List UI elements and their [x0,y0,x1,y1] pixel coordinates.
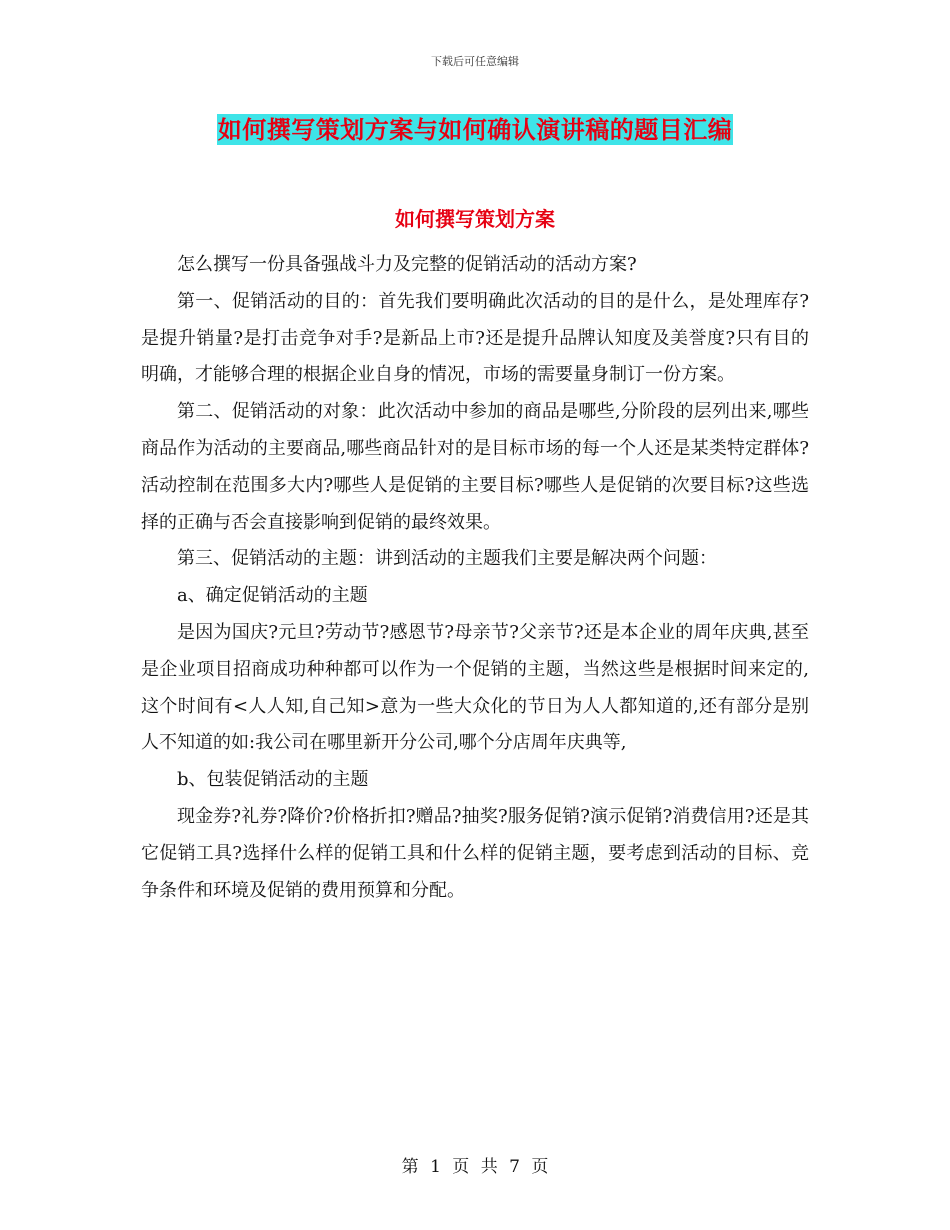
body-text [141,247,809,909]
paragraph-theme-a-detail: 是因为国庆?元旦?劳动节?感恩节?母亲节?父亲节?还是本企业的周年庆典,甚至是企业项目招商成功种种都可以作为一个促销的主题，当然这些是根据时间来定的,这个时间有<人人知,自己知>意为一些大众化的节日为人人都知道的,还有部分是别人不知道的如:我公司在哪里新开分公司,哪个分店周年庆典等, [141,621,809,754]
page-header-note: 下载后可任意编辑 [431,55,519,68]
paragraph-theme: 第三、促销活动的主题：讲到活动的主题我们主要是解决两个问题： [177,548,717,570]
document-title-text: 如何撰写策划方案与如何确认演讲稿的题目汇编 [217,115,733,144]
section-title: 如何撰写策划方案 [395,207,555,231]
paragraph-theme-a: a、确定促销活动的主题 [177,585,368,607]
paragraph-purpose: 第一、促销活动的目的：首先我们要明确此次活动的目的是什么，是处理库存?是提升销量?是打击竞争对手?是新品上市?还是提升品牌认知度及美誉度?只有目的明确，才能够合理的根据企业自身的情况，市场的需要量身制订一份方案。 [141,290,809,386]
paragraph-intro: 怎么撰写一份具备强战斗力及完整的促销活动的活动方案? [177,254,637,275]
paragraph-theme-b: b、包装促销活动的主题 [177,769,369,791]
paragraph-target: 第二、促销活动的对象：此次活动中参加的商品是哪些,分阶段的层列出来,哪些商品作为活动的主要商品,哪些商品针对的是目标市场的每一个人还是某类特定群体?活动控制在范围多大内?哪些人是促销的主要目标?哪些人是促销的次要目标?这些选择的正确与否会直接影响到促销的最终效果。 [141,401,809,533]
page-footer: 第 1 页 共 7 页 [401,1157,549,1177]
paragraph-theme-b-detail: 现金券?礼券?降价?价格折扣?赠品?抽奖?服务促销?演示促销?消费信用?还是其它促销工具?选择什么样的促销工具和什么样的促销主题，要考虑到活动的目标、竞争条件和环境及促销的费用预算和分配。 [141,805,809,901]
document-title [0,114,950,145]
